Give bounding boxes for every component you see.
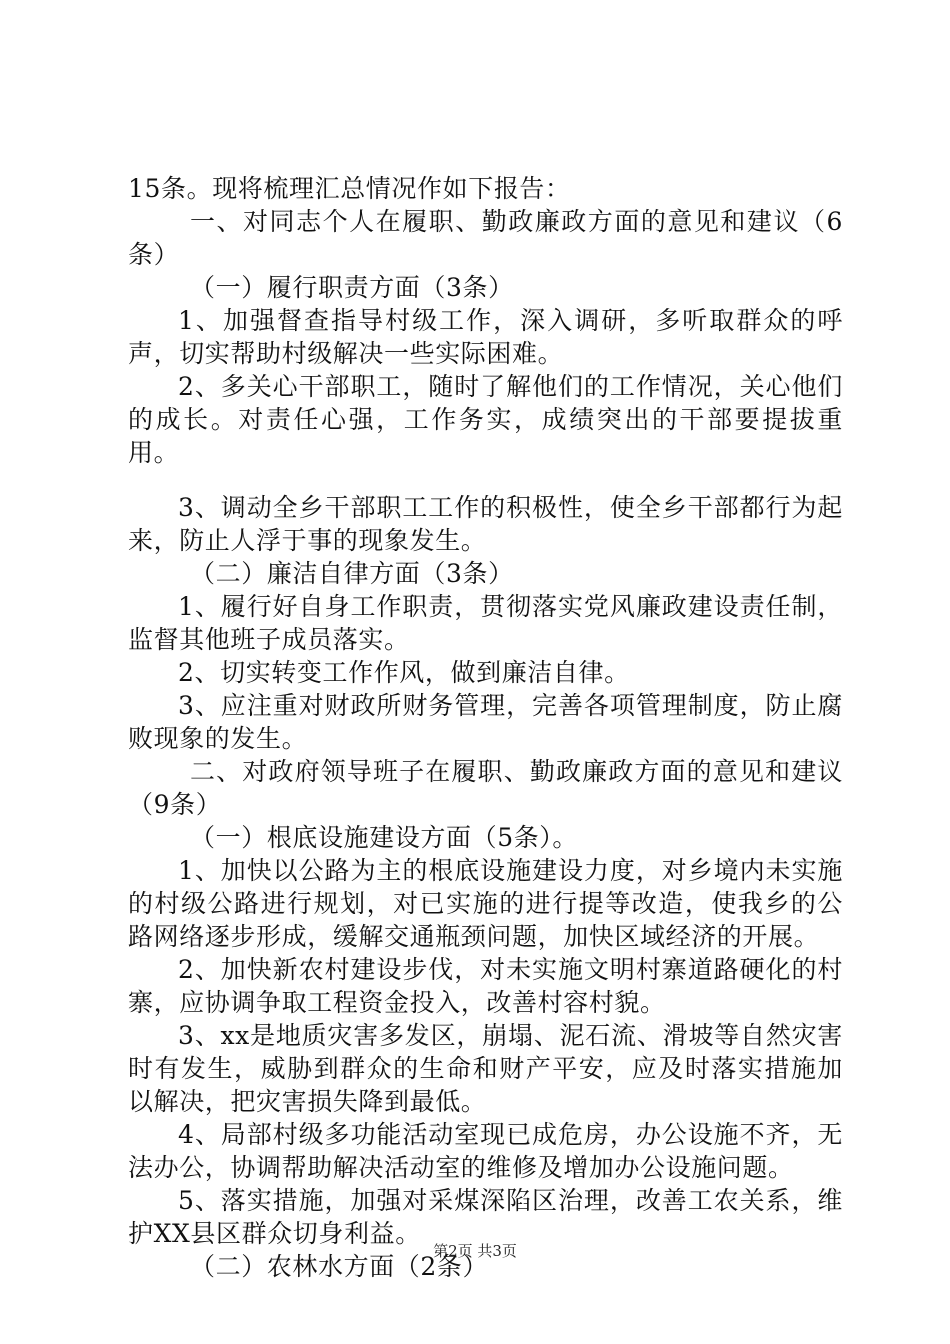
subheading-agriculture: （二）农林水方面（2条）: [190, 1252, 489, 1281]
list-item: 2、多关心干部职工，随时了解他们的工作情况，关心他们的成长。对责任心强，工作务实，成绩突出的干部要提拔重用。: [128, 372, 843, 467]
list-item: 2、切实转变工作作风，做到廉洁自律。: [178, 658, 630, 687]
paragraph-intro: 15条。现将梳理汇总情况作如下报告：: [128, 174, 571, 203]
list-item: 1、履行好自身工作职责，贯彻落实党风廉政建设责任制，监督其他班子成员落实。: [128, 592, 843, 654]
list-item: 3、应注重对财政所财务管理，完善各项管理制度，防止腐败现象的发生。: [128, 691, 843, 753]
heading-section-1: 一、对同志个人在履职、勤政廉政方面的意见和建议（6条）: [128, 207, 843, 269]
page-number-footer: 第2页 共3页: [433, 1242, 517, 1260]
subheading-duties: （一）履行职责方面（3条）: [190, 273, 514, 302]
document-body: [128, 172, 843, 1283]
paragraph-gap: [128, 469, 843, 491]
list-item: 2、加快新农村建设步伐，对未实施文明村寨道路硬化的村寨，应协调争取工程资金投入，改善村容村貌。: [128, 955, 843, 1017]
heading-section-2: 二、对政府领导班子在履职、勤政廉政方面的意见和建议（9条）: [128, 757, 843, 819]
list-item: 1、加快以公路为主的根底设施建设力度，对乡境内未实施的村级公路进行规划，对已实施的进行提等改造，使我乡的公路网络逐步形成，缓解交通瓶颈问题，加快区域经济的开展。: [128, 856, 843, 951]
list-item: 3、xx是地质灾害多发区，崩塌、泥石流、滑坡等自然灾害时有发生，威胁到群众的生命和财产平安，应及时落实措施加以解决，把灾害损失降到最低。: [128, 1021, 843, 1116]
subheading-infrastructure: （一）根底设施建设方面（5条）。: [190, 823, 579, 852]
list-item: 5、落实措施，加强对采煤深陷区治理，改善工农关系，维护XX县区群众切身利益。: [128, 1186, 843, 1248]
list-item: 3、调动全乡干部职工工作的积极性，使全乡干部都行为起来，防止人浮于事的现象发生。: [128, 493, 843, 555]
list-item: 1、加强督查指导村级工作，深入调研，多听取群众的呼声，切实帮助村级解决一些实际困难。: [128, 306, 843, 368]
list-item: 4、局部村级多功能活动室现已成危房，办公设施不齐，无法办公，协调帮助解决活动室的维修及增加办公设施问题。: [128, 1120, 843, 1182]
subheading-integrity: （二）廉洁自律方面（3条）: [190, 559, 514, 588]
